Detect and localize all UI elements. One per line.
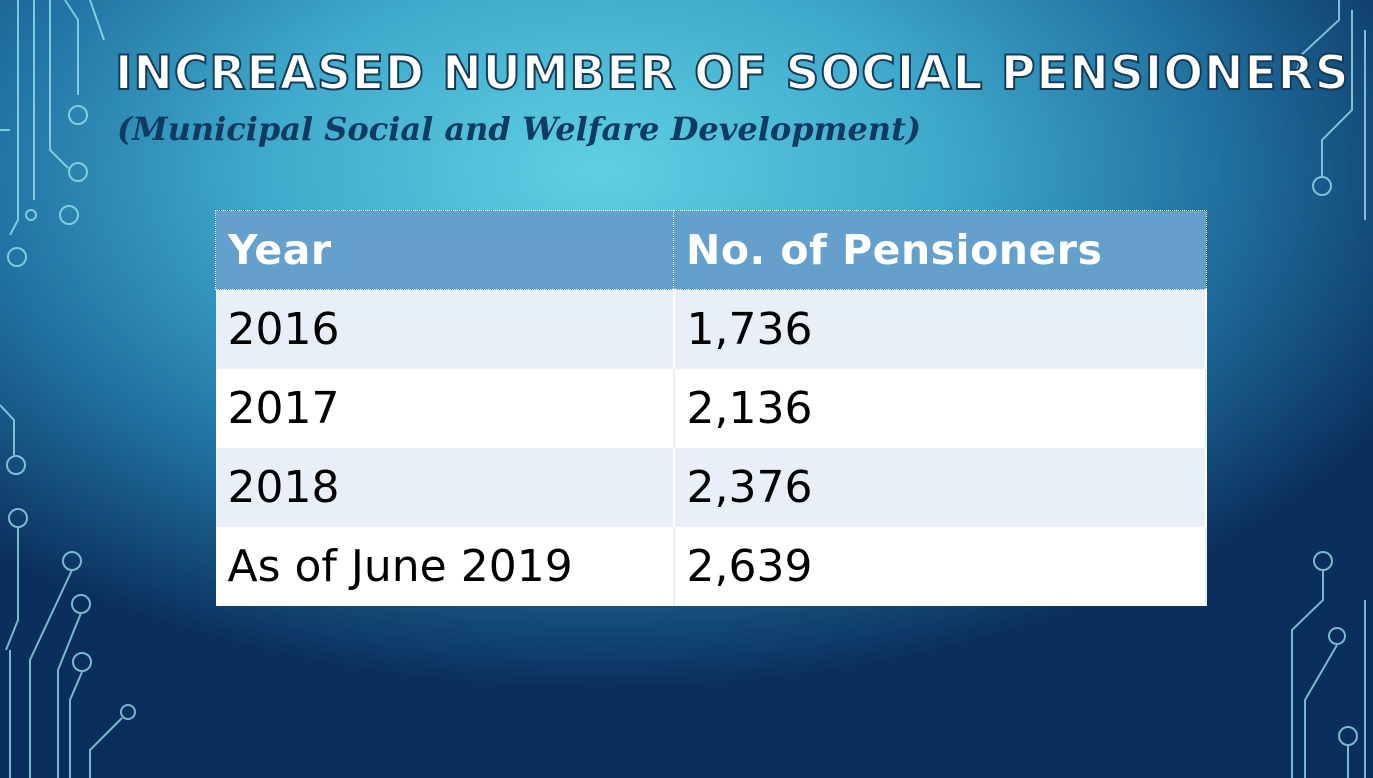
pensioners-cell: 1,736 [674, 290, 1207, 369]
pensioners-cell: 2,639 [674, 527, 1207, 606]
year-cell: 2018 [216, 448, 674, 527]
table-row [216, 369, 1207, 448]
slide-title: INCREASED NUMBER OF SOCIAL PENSIONERS [115, 46, 1350, 101]
table-row [216, 448, 1207, 527]
pensioners-cell: 2,136 [674, 369, 1207, 448]
table-row [216, 290, 1207, 369]
year-cell: 2016 [216, 290, 674, 369]
year-cell: 2017 [216, 369, 674, 448]
table-header-row [216, 211, 1207, 290]
column-header-pensioners: No. of Pensioners [674, 211, 1207, 290]
column-header-year: Year [216, 211, 674, 290]
year-cell: As of June 2019 [216, 527, 674, 606]
slide-subtitle: (Municipal Social and Welfare Development) [117, 110, 921, 148]
table-row [216, 527, 1207, 606]
pensioners-cell: 2,376 [674, 448, 1207, 527]
pensioners-table [215, 210, 1207, 606]
